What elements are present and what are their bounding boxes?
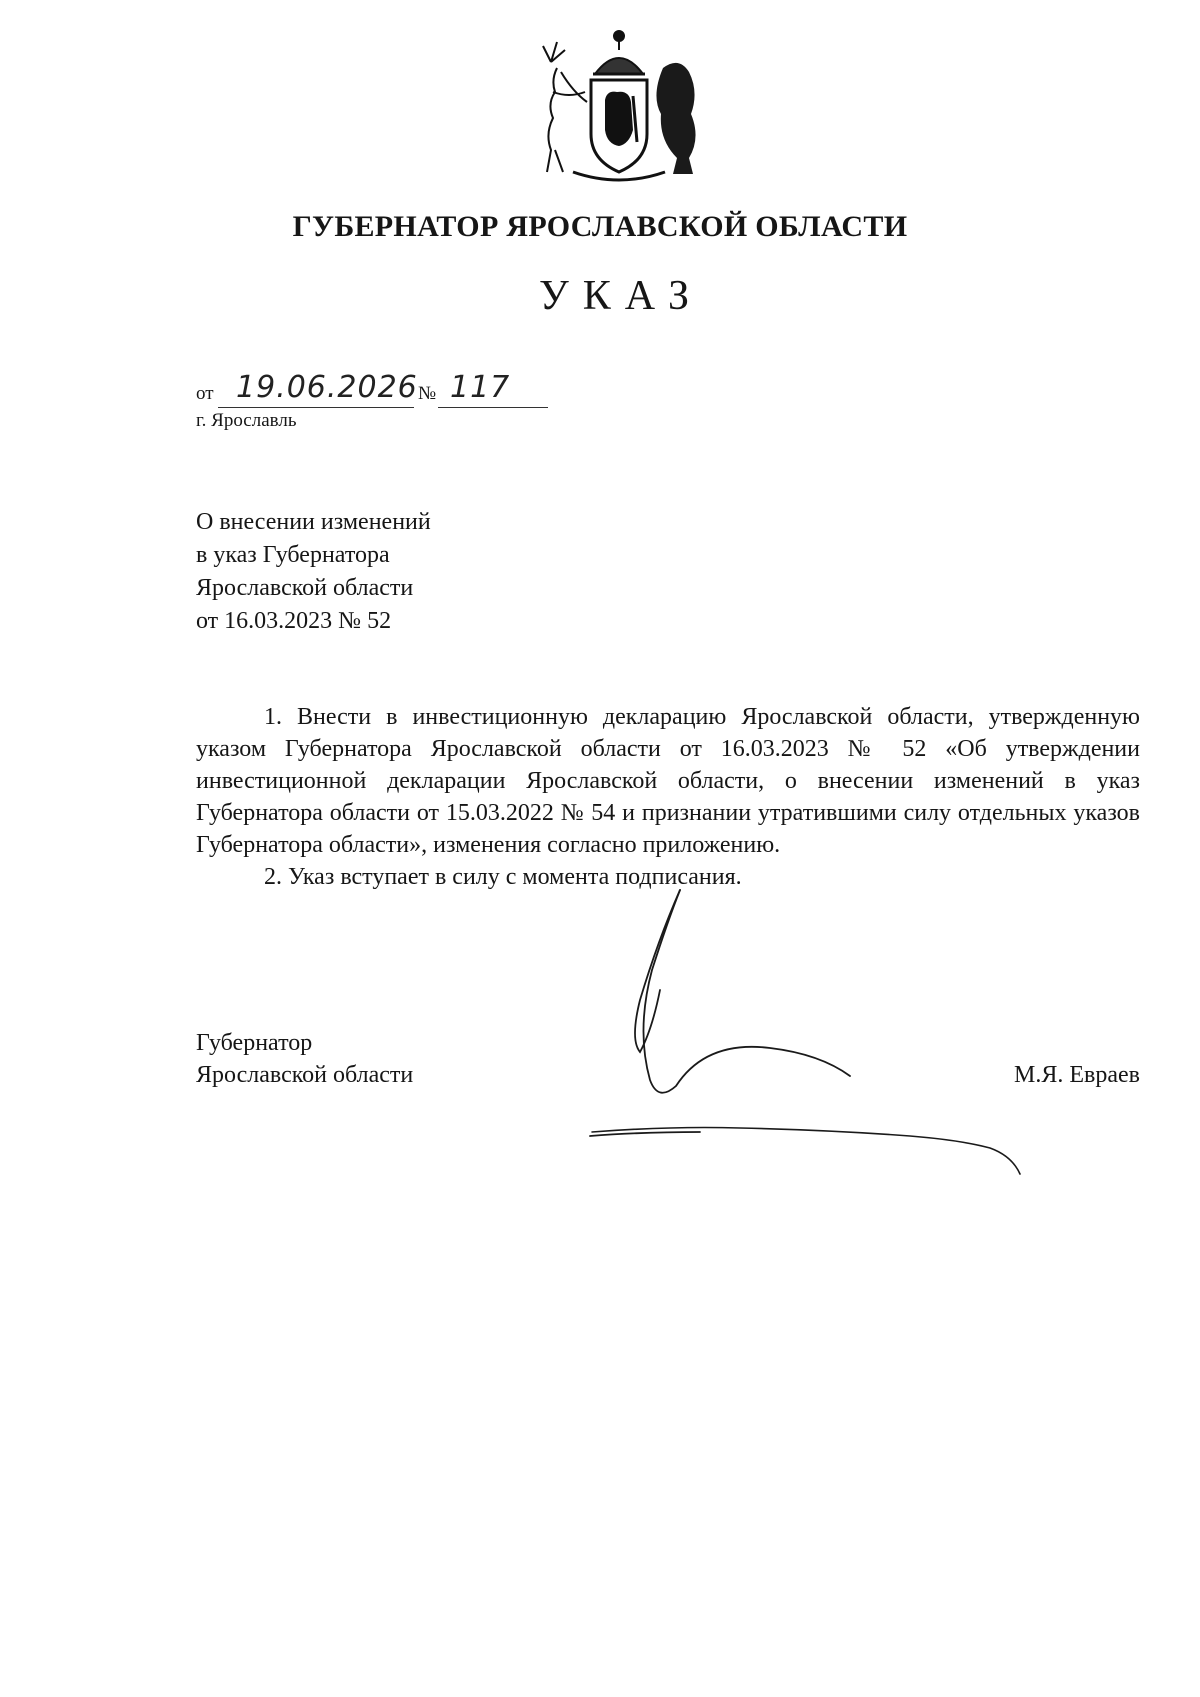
body-paragraph-2: 2. Указ вступает в силу с момента подписания.: [264, 864, 742, 890]
position-line: Ярославской области: [196, 1062, 414, 1088]
number-label: №: [418, 383, 437, 404]
signatory-name: М.Я. Евраев: [1014, 1062, 1140, 1088]
handwritten-signature: [580, 880, 1060, 1180]
document-subject: [196, 506, 616, 638]
subject-line: О внесении изменений: [196, 509, 431, 535]
body-paragraph-1: 1. Внести в инвестиционную декларацию Ярославской области, утвержденную указом Губернатора Ярославской области от 16.03.2023 № 52 «Об утверждении инвестиционной декларации Ярославской области, о внесении изменений в указ Губернатора области от 15.03.2022 № 54 и признании утратившими силу отдельных указов Губернатора области», изменения согласно приложению.: [196, 704, 1140, 858]
handwritten-number: 117: [450, 370, 511, 405]
subject-line: от 16.03.2023 № 52: [196, 608, 392, 634]
handwritten-date: 19.06.2026: [236, 370, 418, 405]
number-underline: [438, 407, 548, 408]
subject-line: в указ Губернатора: [196, 542, 390, 568]
signatory-position: [196, 1027, 413, 1091]
city: г. Ярославль: [196, 410, 297, 431]
date-underline: [218, 407, 414, 408]
registration-line: [196, 372, 576, 408]
document-body: [196, 701, 1140, 893]
coat-of-arms-icon: [533, 22, 705, 188]
position-line: Губернатор: [196, 1030, 313, 1056]
document-type: УКАЗ: [538, 273, 704, 319]
subject-line: Ярославской области: [196, 575, 414, 601]
issuing-authority: ГУБЕРНАТОР ЯРОСЛАВСКОЙ ОБЛАСТИ: [292, 210, 908, 243]
from-label: от: [196, 383, 214, 404]
